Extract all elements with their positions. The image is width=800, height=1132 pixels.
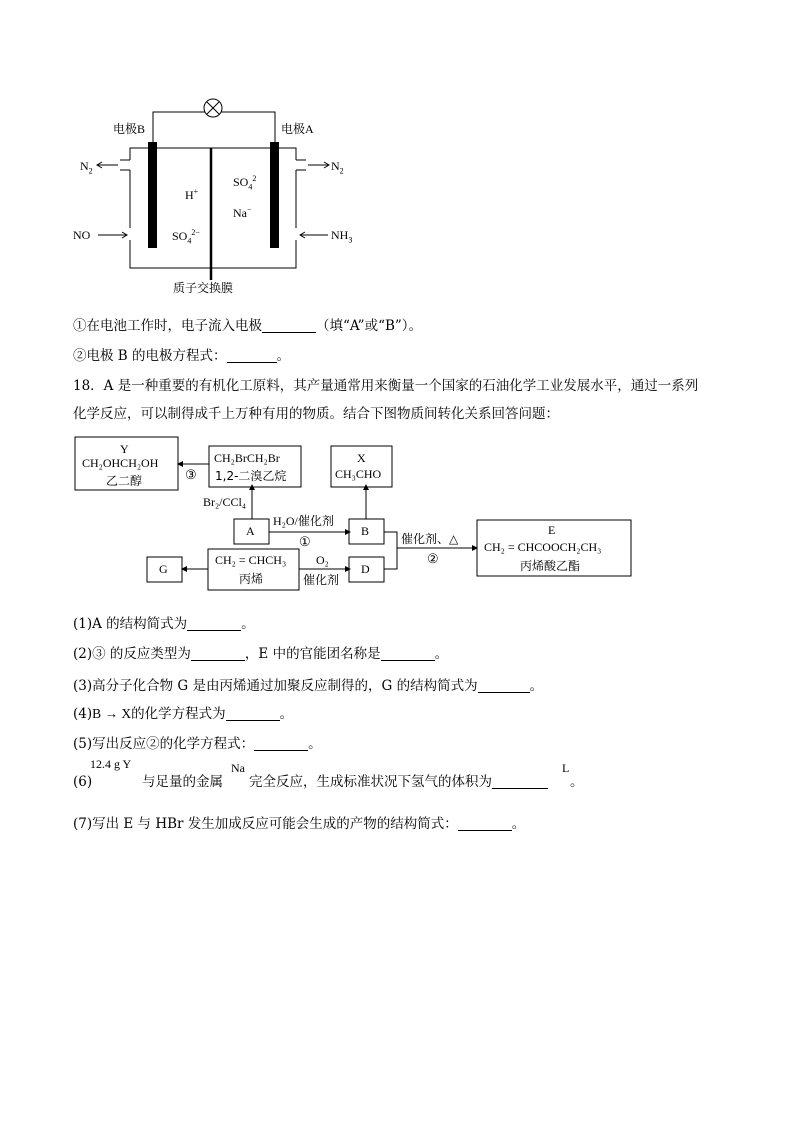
- so4-left-label: $SO_4^{2-}$: [172, 228, 200, 246]
- q18-intro-line1: 18．A 是一种重要的有机化工原料，其产量通常用来衡量一个国家的石油化学工业发展水平，通过一系列: [73, 378, 699, 394]
- q17-item1: ①在电池工作时，电子流入电极 （填“A”或“B”）。: [73, 318, 423, 334]
- question-6-end: 。: [570, 774, 584, 790]
- dibromo-formula: CH₂BrCH₂Br: [214, 451, 280, 465]
- reaction-3-marker: ③: [185, 467, 197, 482]
- answer-blank[interactable]: [191, 646, 245, 661]
- question-4: (4)B → X的化学方程式为 。: [73, 706, 294, 722]
- y-label: Y: [120, 442, 129, 456]
- y-name: 乙二醇: [106, 474, 143, 488]
- reaction-2-marker: ②: [427, 551, 439, 566]
- reaction-1-marker: ①: [299, 534, 311, 549]
- h2o-catalyst: H₂O/催化剂: [273, 514, 334, 528]
- question-3: (3)高分子化合物 G 是由丙烯通过加聚反应制得的，G 的结构简式为 。: [73, 678, 544, 694]
- question-6-text1: 与足量的金属: [142, 774, 223, 790]
- question-6-number: (6): [73, 774, 93, 790]
- propene-name: 丙烯: [239, 572, 264, 586]
- so4-right-label: $SO_4^2$: [233, 174, 257, 192]
- question-1: (1)A 的结构简式为 。: [73, 616, 255, 632]
- nh3-label: $NH_3$: [331, 228, 353, 245]
- b-label: B: [361, 524, 370, 538]
- answer-blank[interactable]: [458, 816, 512, 831]
- question-5: (5)写出反应②的化学方程式： 。: [73, 736, 322, 752]
- question-6-unit: L: [562, 761, 570, 775]
- question-2: (2)③ 的反应类型为 ，E 中的官能团名称是 。: [73, 646, 449, 662]
- question-6-na: Na: [231, 761, 245, 775]
- br2-reagent: Br₂/CCl₄: [203, 495, 247, 509]
- n2-right-label: $N_2$: [331, 159, 344, 176]
- electrode-a-label: 电极A: [281, 122, 314, 136]
- answer-blank[interactable]: [492, 774, 548, 789]
- propene-formula: CH₂ = CHCH₃: [215, 553, 287, 567]
- e-formula: CH₂ = CHCOOCH₂CH₃: [484, 540, 602, 554]
- x-formula: CH₃CHO: [335, 467, 382, 481]
- no-label: NO: [73, 228, 91, 242]
- y-formula: CH₂OHCH₂OH: [82, 456, 159, 470]
- membrane-label: 质子交换膜: [173, 281, 234, 295]
- x-label: X: [357, 451, 366, 465]
- o2-reagent: O₂: [316, 553, 329, 567]
- answer-blank[interactable]: [478, 678, 530, 693]
- g-label: G: [159, 562, 168, 576]
- question-6-mass: 12.4 g Y: [90, 757, 132, 771]
- catalyst-heat: 催化剂、△: [401, 532, 459, 546]
- e-label: E: [548, 523, 556, 537]
- h-plus-label: H+: [185, 187, 199, 202]
- answer-blank[interactable]: [226, 706, 280, 721]
- answer-blank[interactable]: [254, 736, 308, 751]
- n2-left-label: $N_2$: [80, 159, 93, 176]
- answer-blank[interactable]: [381, 646, 435, 661]
- answer-blank[interactable]: [187, 616, 241, 631]
- electrode-b-label: 电极B: [113, 122, 146, 136]
- e-name: 丙烯酸乙酯: [520, 559, 581, 573]
- question-7: (7)写出 E 与 HBr 发生加成反应可能会生成的产物的结构简式： 。: [73, 816, 526, 832]
- catalyst-label: 催化剂: [303, 573, 340, 587]
- q18-intro-line2: 化学反应，可以制得成千上万种有用的物质。结合下图物质间转化关系回答问题：: [73, 406, 559, 422]
- q17-item2: ②电极 B 的电极方程式： 。: [73, 348, 291, 364]
- question-6-text2: 完全反应，生成标准状况下氢气的体积为: [249, 773, 548, 791]
- dibromo-name: 1,2-二溴乙烷: [215, 469, 287, 483]
- a-label: A: [246, 524, 255, 538]
- na-label: Na−: [233, 205, 252, 220]
- d-label: D: [361, 562, 370, 576]
